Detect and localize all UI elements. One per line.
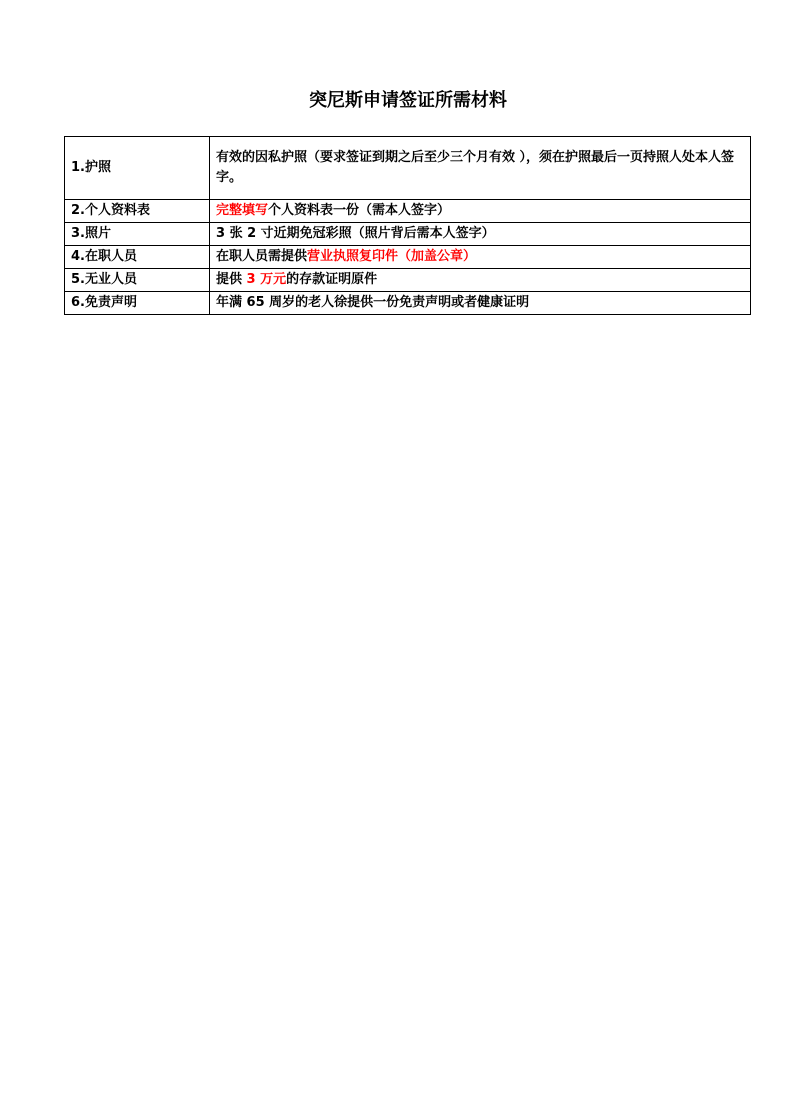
table-row — [65, 269, 751, 292]
detail-cell — [210, 137, 751, 200]
detail-text: 有效的因私护照（要求签证到期之后至少三个月有效 ），须在护照最后一页持照人处本人签字。 — [216, 150, 735, 185]
detail-cell — [210, 223, 751, 246]
requirements-table — [64, 136, 751, 315]
item-cell: 5.无业人员 — [65, 269, 210, 292]
item-cell: 3.照片 — [65, 223, 210, 246]
detail-highlight-text: 完整填写 — [216, 203, 269, 218]
detail-text: 年满 65 周岁的老人徐提供一份免责声明或者健康证明 — [216, 295, 530, 310]
table-row — [65, 246, 751, 269]
table-row — [65, 200, 751, 223]
page-title: 突尼斯申请签证所需材料 — [309, 90, 507, 111]
detail-cell — [210, 269, 751, 292]
table-row — [65, 223, 751, 246]
table-row — [65, 137, 751, 200]
detail-cell — [210, 292, 751, 315]
detail-text: 在职人员需提供 — [216, 249, 308, 264]
detail-highlight-text: 3 万元 — [246, 272, 287, 287]
item-cell: 1.护照 — [65, 137, 210, 200]
detail-cell — [210, 200, 751, 223]
detail-text: 的存款证明原件 — [286, 272, 378, 287]
detail-highlight-text: 营业执照复印件（加盖公章） — [307, 249, 477, 264]
detail-text: 3 张 2 寸近期免冠彩照（照片背后需本人签字） — [216, 226, 495, 241]
item-cell: 2.个人资料表 — [65, 200, 210, 223]
detail-text: 提供 — [216, 272, 247, 287]
item-cell: 6.免责声明 — [65, 292, 210, 315]
item-cell: 4.在职人员 — [65, 246, 210, 269]
detail-cell — [210, 246, 751, 269]
detail-text: 个人资料表一份（需本人签字） — [268, 203, 451, 218]
table-row — [65, 292, 751, 315]
